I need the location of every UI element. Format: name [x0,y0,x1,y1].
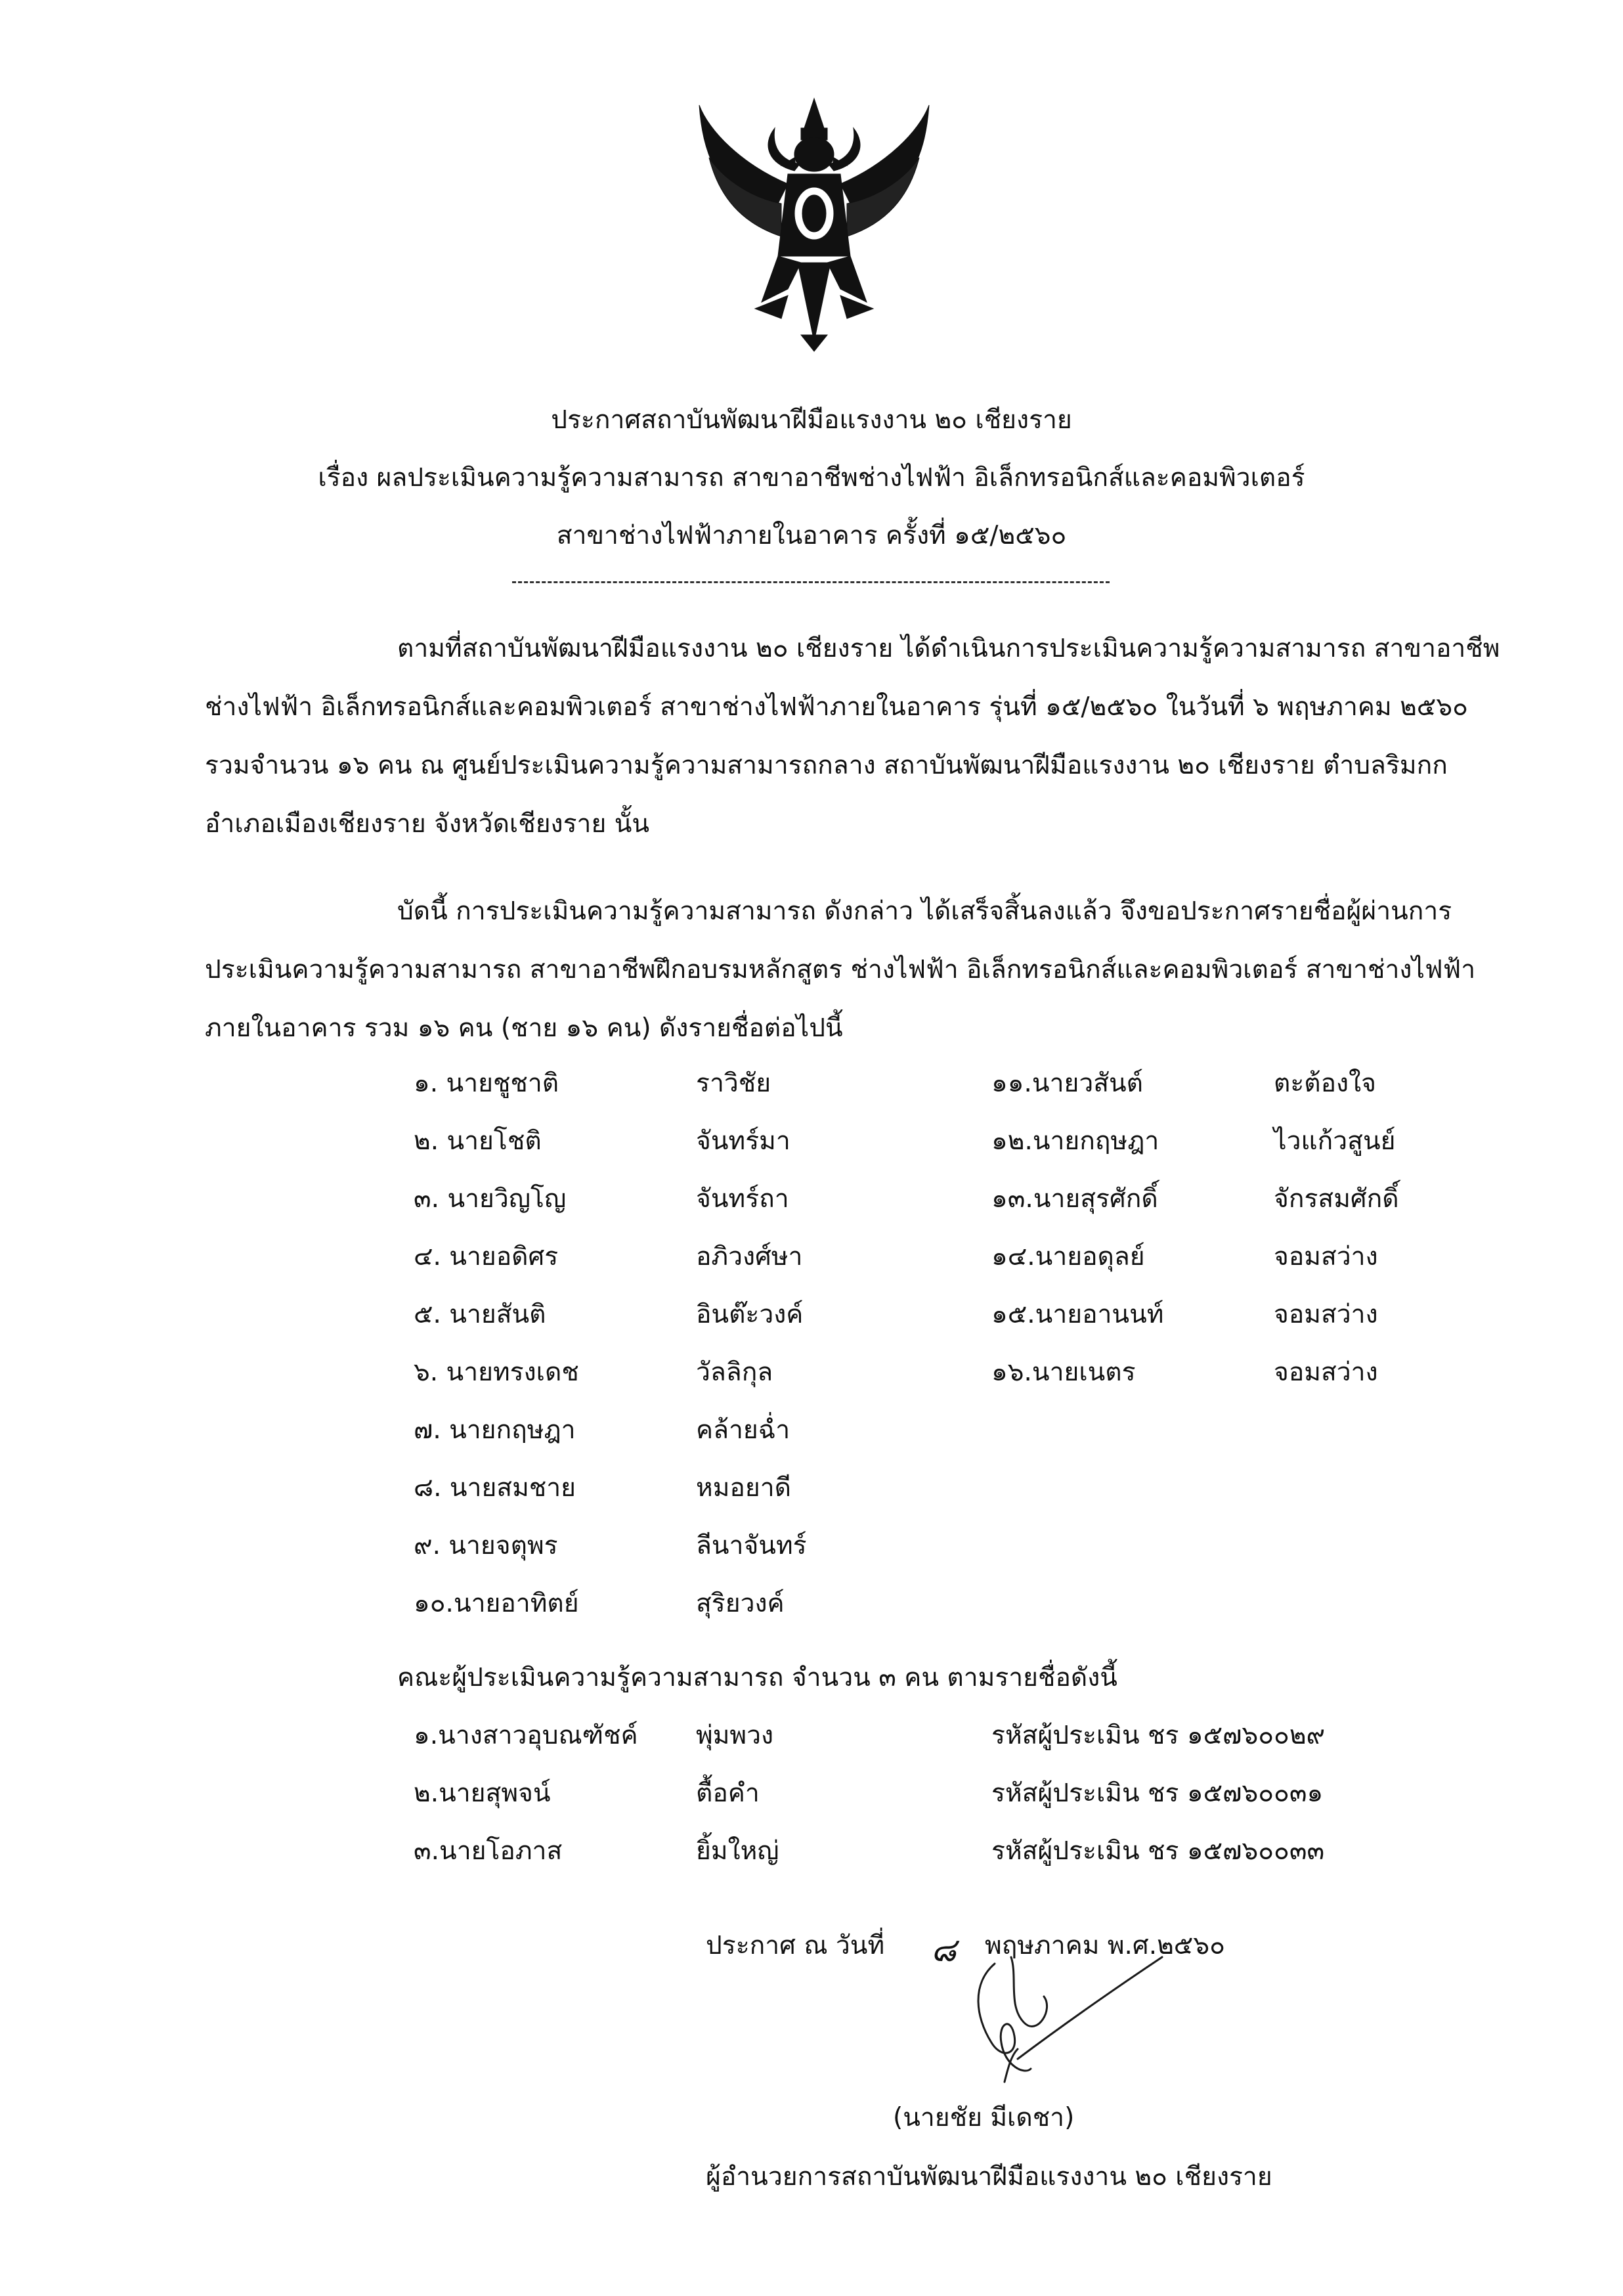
assessor-code: รหัสผู้ประเมิน ชร ๑๕๗๖๐๐๓๑ [991,1778,1324,1808]
passer-name: ๗. นายกฤษฎา [414,1415,576,1445]
passer-name: ๘. นายสมชาย [414,1473,576,1503]
passer-name: ๓. นายวิญโญ [414,1184,567,1214]
assessor-surname: พุ่มพวง [696,1721,774,1750]
passer-name: ๑๔.นายอดุลย์ [991,1242,1145,1271]
para2-line1: บัดนี้ การประเมินความรู้ความสามารถ ดังกล่าว ได้เสร็จสิ้นลงแล้ว จึงขอประกาศรายชื่อผู้ผ่านการ [397,896,1452,926]
para2-line2: ประเมินความรู้ความสามารถ สาขาอาชีพฝึกอบรมหลักสูตร ช่างไฟฟ้า อิเล็กทรอนิกส์และคอมพิวเตอร์ สาขาช่างไฟฟ้า [205,955,1476,984]
document-subject-line2: สาขาช่างไฟฟ้าภายในอาคาร ครั้งที่ ๑๕/๒๕๖๐ [556,521,1067,550]
para1-line1: ตามที่สถาบันพัฒนาฝีมือแรงงาน ๒๐ เชียงราย ได้ดำเนินการประเมินความรู้ความสามารถ สาขาอาชีพ [397,634,1500,663]
assessor-code: รหัสผู้ประเมิน ชร ๑๕๗๖๐๐๒๙ [991,1721,1326,1750]
title-divider [512,581,1110,583]
passer-surname: อินต๊ะวงค์ [696,1300,804,1329]
passer-surname: ไวแก้วสูนย์ [1274,1126,1396,1156]
assessor-name: ๒.นายสุพจน์ [414,1778,551,1808]
signature [945,1944,1169,2095]
passer-surname: อภิวงศ์ษา [696,1242,803,1271]
para1-line4: อำเภอเมืองเชียงราย จังหวัดเชียงราย นั้น [205,809,650,839]
garuda-emblem [689,92,939,355]
passer-name: ๑๓.นายสุรศักดิ์ [991,1184,1158,1214]
assessor-name: ๑.นางสาวอุบณฑัชค์ [414,1721,638,1750]
passer-surname: จอมสว่าง [1274,1242,1378,1271]
passer-surname: จันทร์มา [696,1126,790,1156]
announced-prefix: ประกาศ ณ วันที่ [706,1931,885,1960]
passer-name: ๑๖.นายเนตร [991,1358,1136,1387]
assessor-code: รหัสผู้ประเมิน ชร ๑๕๗๖๐๐๓๓ [991,1836,1325,1866]
document-subject: เรื่อง ผลประเมินความรู้ความสามารถ สาขาอาชีพช่างไฟฟ้า อิเล็กทรอนิกส์และคอมพิวเตอร์ [318,463,1305,493]
para1-line2: ช่างไฟฟ้า อิเล็กทรอนิกส์และคอมพิวเตอร์ สาขาช่างไฟฟ้าภายในอาคาร รุ่นที่ ๑๕/๒๕๖๐ ในวันที่ ๖ พฤษภาคม ๒๕๖๐ [205,692,1468,722]
passer-surname: คล้ายฉ่ำ [696,1415,790,1445]
para1-line3: รวมจำนวน ๑๖ คน ณ ศูนย์ประเมินความรู้ความสามารถกลาง สถาบันพัฒนาฝีมือแรงงาน ๒๐ เชียงราย ตำบลริมกก [205,751,1448,780]
passer-name: ๔. นายอดิศร [414,1242,559,1271]
para2-line3: ภายในอาคาร รวม ๑๖ คน (ชาย ๑๖ คน) ดังรายชื่อต่อไปนี้ [205,1013,843,1043]
signer-name: (นายชัย มีเดชา) [893,2103,1075,2132]
passer-name: ๙. นายจตุพร [414,1531,558,1560]
assessor-surname: ตื้อคำ [696,1778,760,1808]
signer-position: ผู้อำนวยการสถาบันพัฒนาฝีมือแรงงาน ๒๐ เชียงราย [706,2162,1272,2192]
passer-name: ๑๐.นายอาทิตย์ [414,1589,579,1618]
passer-surname: จันทร์ถา [696,1184,789,1214]
announced-date: พฤษภาคม พ.ศ.๒๕๖๐ [985,1931,1225,1960]
passer-surname: จักรสมศักดิ์ [1274,1184,1399,1214]
passer-surname: จอมสว่าง [1274,1358,1378,1387]
assessor-surname: ยิ้มใหญ่ [696,1836,779,1866]
passer-name: ๑๕.นายอานนท์ [991,1300,1164,1329]
passer-surname: ราวิชัย [696,1069,771,1098]
passer-surname: สุริยวงค์ [696,1589,785,1618]
passer-surname: ลีนาจันทร์ [696,1531,807,1560]
passer-surname: วัลลิกุล [696,1358,773,1387]
passer-surname: หมอยาดี [696,1473,791,1503]
passer-surname: ตะต้องใจ [1274,1069,1376,1098]
passer-name: ๖. นายทรงเดช [414,1358,579,1387]
passer-name: ๑๒.นายกฤษฎา [991,1126,1159,1156]
passer-name: ๑. นายชูชาติ [414,1069,559,1098]
passer-name: ๕. นายสันติ [414,1300,546,1329]
assessor-name: ๓.นายโอภาส [414,1836,563,1866]
announced-day: ๘ [931,1931,957,1969]
passer-surname: จอมสว่าง [1274,1300,1378,1329]
passer-name: ๑๑.นายวสันต์ [991,1069,1144,1098]
document-title: ประกาศสถาบันพัฒนาฝีมือแรงงาน ๒๐ เชียงราย [551,405,1072,435]
passer-name: ๒. นายโชติ [414,1126,542,1156]
assessors-heading: คณะผู้ประเมินความรู้ความสามารถ จำนวน ๓ คน ตามรายชื่อดังนี้ [397,1663,1117,1692]
